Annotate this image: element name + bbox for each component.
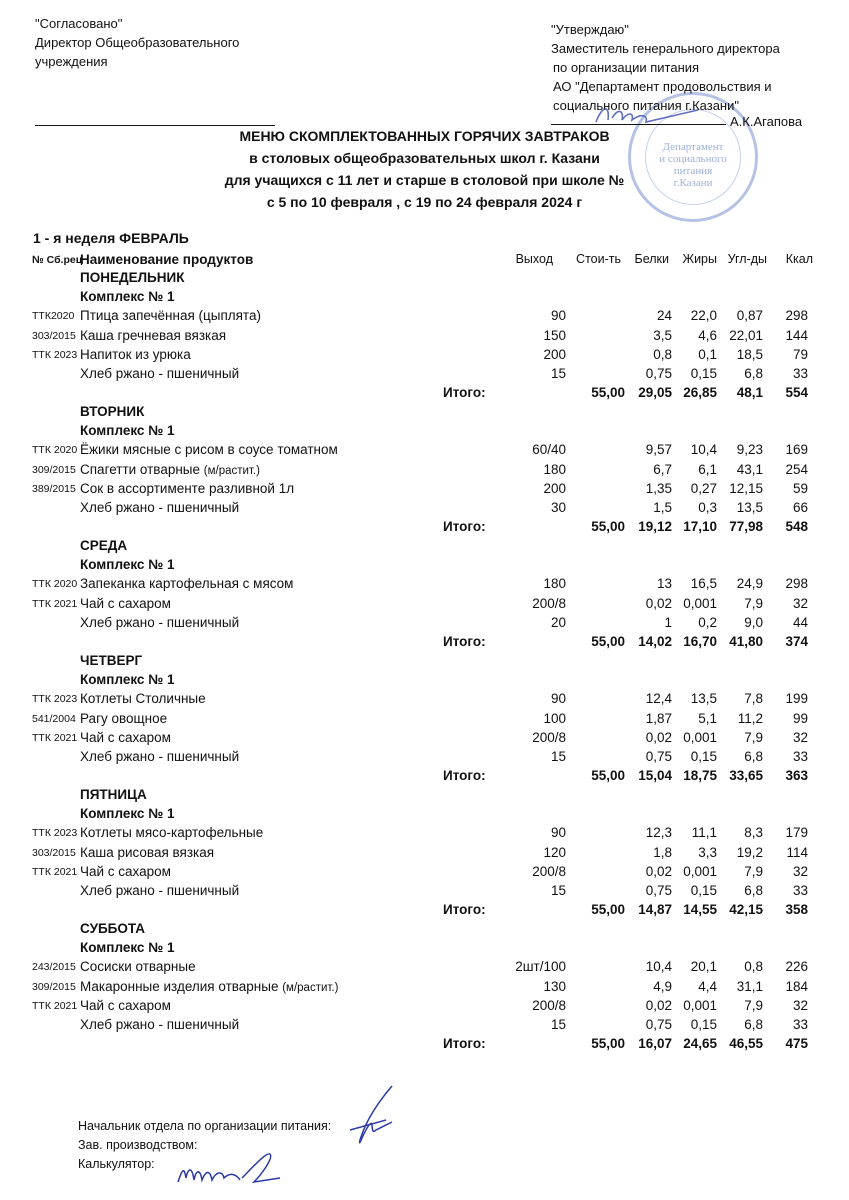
day-heading: ПОНЕДЕЛЬНИК [80, 270, 185, 285]
protein-value: 13 [656, 576, 672, 592]
kcal-value: 33 [792, 749, 808, 764]
complex-heading: Комплекс № 1 [80, 289, 175, 305]
protein-value: 0,02 [645, 863, 672, 879]
carbs-value: 9,23 [736, 442, 763, 458]
total-kcal: 548 [785, 519, 808, 535]
total-protein: 14,87 [638, 902, 672, 918]
output-value: 180 [543, 576, 566, 592]
stamp-line: и социального [659, 153, 727, 165]
carbs-value: 9,0 [744, 614, 763, 630]
menu-dates: с 5 по 10 февраля , с 19 по 24 февраля 2024 г [266, 194, 583, 210]
kcal-value: 184 [785, 978, 808, 994]
table-row [0, 864, 849, 883]
dish-note: (м/растит.) [203, 464, 260, 477]
protein-value: 12,4 [645, 691, 672, 707]
table-row [0, 500, 849, 519]
total-cost: 55,00 [591, 902, 625, 918]
fat-value: 0,15 [690, 749, 717, 764]
total-protein: 14,02 [638, 634, 672, 649]
fat-value: 3,3 [698, 844, 717, 860]
output-value: 200/8 [532, 595, 566, 611]
table-row [0, 825, 849, 844]
col-code-header: № Сб.рец [32, 254, 83, 266]
kcal-value: 66 [792, 500, 808, 515]
total-carbs: 42,15 [729, 902, 763, 918]
output-value: 15 [550, 1017, 566, 1032]
complex-heading: Комплекс № 1 [80, 806, 175, 822]
output-value: 100 [543, 710, 566, 726]
fat-value: 20,1 [690, 959, 717, 975]
recipe-code: 303/2015 [32, 846, 76, 859]
signatory-name: А.К.Агапова [730, 114, 803, 129]
total-protein: 19,12 [638, 519, 672, 535]
fat-value: 0,1 [698, 346, 717, 362]
table-row [0, 576, 849, 595]
fat-value: 0,001 [683, 997, 717, 1013]
carbs-value: 11,2 [737, 710, 763, 726]
day-heading-row [0, 653, 849, 672]
kcal-value: 226 [785, 959, 808, 975]
total-row [0, 902, 849, 921]
table-row [0, 462, 849, 481]
table-row [0, 481, 849, 500]
recipe-code: ТТК 2023 [32, 693, 78, 706]
carbs-value: 7,8 [744, 691, 763, 707]
carbs-value: 0,8 [744, 959, 763, 975]
fat-value: 0,15 [690, 366, 717, 381]
fat-value: 11,1 [691, 825, 717, 841]
output-value: 60/40 [532, 442, 566, 458]
signature-calculator [170, 1148, 290, 1188]
dish-name: Хлеб ржано - пшеничный [80, 614, 240, 630]
complex-heading: Комплекс № 1 [80, 423, 175, 439]
dish-name: Хлеб ржано - пшеничный [80, 1017, 240, 1032]
table-row [0, 308, 849, 327]
table-row [0, 442, 849, 461]
recipe-code: ТТК 2021 [32, 865, 78, 878]
carbs-value: 12,15 [729, 480, 763, 496]
organization-line2: социального питания г.Казани" [553, 98, 739, 113]
total-protein: 29,05 [638, 385, 672, 401]
carbs-value: 7,9 [744, 729, 763, 745]
carbs-value: 13,5 [736, 500, 763, 515]
recipe-code: ТТК 2023 [32, 827, 78, 840]
day-heading: ВТОРНИК [80, 404, 145, 419]
output-value: 200 [543, 480, 566, 496]
total-label: Итого: [443, 519, 486, 535]
total-carbs: 77,98 [729, 519, 763, 535]
complex-heading-row [0, 557, 849, 576]
col-protein-header: Белки [634, 252, 669, 266]
complex-heading: Комплекс № 1 [80, 557, 175, 573]
table-row [0, 998, 849, 1017]
calculator-label: Калькулятор: [78, 1157, 155, 1171]
total-kcal: 358 [785, 902, 808, 918]
kcal-value: 33 [792, 366, 808, 381]
col-cost-header: Стои-ть [576, 252, 621, 266]
week-label: 1 - я неделя ФЕВРАЛЬ [33, 230, 189, 246]
table-row [0, 711, 849, 730]
recipe-code: ТТК 2021 [32, 731, 78, 744]
output-value: 15 [550, 366, 566, 381]
dish-name: Рагу овощное [80, 710, 168, 726]
carbs-value: 31,1 [736, 978, 763, 994]
table-row [0, 1017, 849, 1036]
dish-name: Чай с сахаром [80, 595, 171, 611]
dish-name: Сосиски отварные [80, 959, 196, 975]
table-row [0, 596, 849, 615]
complex-heading-row [0, 423, 849, 442]
fat-value: 0,001 [683, 595, 717, 611]
organization-line1: АО "Департамент продовольствия и [553, 79, 772, 94]
total-carbs: 46,55 [729, 1036, 763, 1052]
recipe-code: 389/2015 [32, 482, 76, 495]
deputy-title: Заместитель генерального директора [551, 41, 780, 56]
fat-value: 16,5 [690, 576, 717, 592]
fat-value: 0,15 [690, 883, 717, 898]
dish-name: Напиток из урюка [80, 346, 191, 362]
carbs-value: 22,01 [729, 327, 763, 343]
complex-heading-row [0, 940, 849, 959]
fat-value: 22,0 [690, 308, 717, 324]
dish-name: Спагетти отварные [80, 461, 204, 477]
dish-name: Запеканка картофельная с мясом [80, 576, 294, 592]
production-manager-label: Зав. производством: [78, 1138, 198, 1152]
fat-value: 10,4 [690, 442, 717, 458]
day-heading-row [0, 787, 849, 806]
kcal-value: 44 [792, 614, 808, 630]
protein-value: 24 [656, 308, 672, 324]
total-cost: 55,00 [591, 768, 625, 784]
total-label: Итого: [443, 385, 486, 401]
table-row [0, 366, 849, 385]
total-fat: 14,55 [683, 902, 717, 918]
dish-name: Чай с сахаром [80, 863, 171, 879]
institution-label: учреждения [35, 54, 108, 69]
menu-title: МЕНЮ СКОМПЛЕКТОВАННЫХ ГОРЯЧИХ ЗАВТРАКОВ [239, 128, 610, 144]
day-heading: СРЕДА [80, 538, 128, 553]
carbs-value: 6,8 [744, 749, 763, 764]
kcal-value: 169 [785, 442, 808, 458]
protein-value: 0,75 [645, 366, 672, 381]
menu-subtitle-age: для учащихся с 11 лет и старше в столовой при школе № [224, 172, 625, 188]
recipe-code: ТТК 2021 [32, 999, 78, 1012]
dish-name: Макаронные изделия отварные [80, 978, 283, 994]
output-value: 200/8 [532, 863, 566, 879]
output-value: 130 [543, 978, 566, 994]
dish-name: Хлеб ржано - пшеничный [80, 366, 240, 381]
kcal-value: 79 [792, 346, 808, 362]
recipe-code: ТТК 2020 [32, 444, 78, 457]
output-value: 90 [550, 691, 566, 707]
kcal-value: 32 [792, 863, 808, 879]
recipe-code: ТТК2020 [32, 310, 75, 323]
dish-name: Хлеб ржано - пшеничный [80, 883, 240, 898]
carbs-value: 19,2 [736, 844, 763, 860]
total-kcal: 374 [785, 634, 808, 649]
signature-agapova [588, 100, 708, 130]
day-heading: ПЯТНИЦА [80, 787, 147, 802]
day-heading-row [0, 270, 849, 289]
dish-name: Чай с сахаром [80, 729, 171, 745]
fat-value: 0,27 [690, 480, 717, 496]
kcal-value: 179 [785, 825, 808, 841]
dish-name: Каша гречневая вязкая [80, 327, 227, 343]
output-value: 180 [543, 461, 566, 477]
col-name-header: Наименование продуктов [80, 252, 254, 267]
carbs-value: 0,87 [736, 308, 763, 324]
table-row [0, 730, 849, 749]
recipe-code: ТТК 2023 [32, 348, 78, 361]
protein-value: 12,3 [645, 825, 672, 841]
total-label: Итого: [443, 634, 486, 649]
carbs-value: 6,8 [744, 1017, 763, 1032]
kcal-value: 199 [785, 691, 808, 707]
complex-heading-row [0, 672, 849, 691]
total-row [0, 519, 849, 538]
protein-value: 1,5 [653, 500, 672, 515]
total-label: Итого: [443, 768, 486, 784]
table-row [0, 328, 849, 347]
total-carbs: 33,65 [729, 768, 763, 784]
table-row [0, 347, 849, 366]
carbs-value: 7,9 [744, 595, 763, 611]
table-row [0, 615, 849, 634]
total-cost: 55,00 [591, 519, 625, 535]
total-carbs: 48,1 [736, 385, 763, 401]
kcal-value: 33 [792, 883, 808, 898]
stamp-line: Департамент [662, 141, 724, 153]
fat-value: 5,1 [698, 710, 717, 726]
table-row [0, 845, 849, 864]
day-heading-row [0, 404, 849, 423]
output-value: 90 [550, 825, 566, 841]
kcal-value: 254 [785, 461, 808, 477]
protein-value: 1,8 [653, 844, 672, 860]
kcal-value: 32 [792, 997, 808, 1013]
col-carbs-header: Угл-ды [727, 252, 767, 266]
complex-heading: Комплекс № 1 [80, 672, 175, 688]
recipe-code: 303/2015 [32, 329, 76, 342]
protein-value: 4,9 [653, 978, 672, 994]
protein-value: 0,75 [645, 1017, 672, 1032]
carbs-value: 43,1 [736, 461, 763, 477]
approved-label: "Утверждаю" [551, 22, 629, 37]
recipe-code: 309/2015 [32, 980, 76, 993]
dish-name: Сок в ассортименте разливной 1л [80, 480, 295, 496]
carbs-value: 7,9 [744, 863, 763, 879]
col-fat-header: Жиры [682, 252, 717, 266]
total-row [0, 768, 849, 787]
fat-value: 0,001 [683, 863, 717, 879]
recipe-code: ТТК 2021 [32, 597, 78, 610]
fat-value: 0,15 [690, 1017, 717, 1032]
output-value: 200/8 [532, 729, 566, 745]
output-value: 90 [550, 308, 566, 324]
fat-value: 0,001 [683, 729, 717, 745]
protein-value: 1,35 [645, 480, 672, 496]
fat-value: 6,1 [698, 461, 717, 477]
dish-name-cell [80, 979, 338, 994]
protein-value: 6,7 [653, 461, 672, 477]
day-heading: ЧЕТВЕРГ [80, 653, 143, 668]
total-fat: 26,85 [683, 385, 717, 401]
total-carbs: 41,80 [729, 634, 763, 649]
total-cost: 55,00 [591, 634, 625, 649]
kcal-value: 59 [792, 480, 808, 496]
total-kcal: 554 [785, 385, 808, 401]
table-row [0, 691, 849, 710]
protein-value: 9,57 [645, 442, 672, 458]
recipe-code: ТТК 2020 [32, 578, 78, 591]
col-kcal-header: Ккал [785, 252, 813, 266]
head-of-dept-label: Начальник отдела по организации питания: [78, 1119, 332, 1133]
total-row [0, 385, 849, 404]
fat-value: 13,5 [690, 691, 717, 707]
complex-heading-row [0, 289, 849, 308]
dish-name: Каша рисовая вязкая [80, 844, 215, 860]
protein-value: 0,02 [645, 595, 672, 611]
recipe-code: 541/2004 [32, 712, 76, 725]
dish-name-cell [80, 462, 260, 477]
total-protein: 15,04 [638, 768, 672, 784]
table-header [0, 252, 849, 271]
carbs-value: 24,9 [736, 576, 763, 592]
director-title: Директор Общеобразовательного [35, 35, 240, 50]
total-cost: 55,00 [591, 385, 625, 401]
protein-value: 0,75 [645, 883, 672, 898]
carbs-value: 8,3 [744, 825, 763, 841]
output-value: 20 [550, 614, 566, 630]
day-heading: СУББОТА [80, 921, 146, 936]
kcal-value: 99 [792, 710, 808, 726]
kcal-value: 298 [785, 308, 808, 324]
total-protein: 16,07 [638, 1036, 672, 1052]
protein-value: 3,5 [653, 327, 672, 343]
dish-name: Котлеты Столичные [80, 691, 206, 707]
signature-head [330, 1080, 410, 1160]
dish-name: Хлеб ржано - пшеничный [80, 500, 240, 515]
fat-value: 4,4 [698, 978, 717, 994]
total-label: Итого: [443, 902, 486, 918]
total-fat: 17,10 [683, 519, 717, 535]
output-value: 200/8 [532, 997, 566, 1013]
kcal-value: 32 [792, 595, 808, 611]
carbs-value: 18,5 [736, 346, 763, 362]
approval-block-left [35, 14, 239, 71]
output-value: 150 [543, 327, 566, 343]
fat-value: 0,3 [698, 500, 717, 515]
dish-name: Хлеб ржано - пшеничный [80, 749, 240, 764]
kcal-value: 144 [785, 327, 808, 343]
signature-line-left [35, 125, 275, 126]
stamp-line: питания [673, 165, 713, 177]
day-heading-row [0, 921, 849, 940]
output-value: 15 [550, 883, 566, 898]
dish-note: (м/растит.) [282, 981, 339, 994]
carbs-value: 6,8 [744, 883, 763, 898]
total-row [0, 634, 849, 653]
menu-subtitle-schools: в столовых общеобразовательных школ г. Казани [249, 150, 600, 166]
protein-value: 0,02 [645, 729, 672, 745]
table-row [0, 883, 849, 902]
deputy-dept: по организации питания [553, 60, 700, 75]
col-output-header: Выход [515, 252, 553, 266]
output-value: 15 [550, 749, 566, 764]
fat-value: 0,2 [698, 614, 717, 630]
kcal-value: 32 [792, 729, 808, 745]
complex-heading-row [0, 806, 849, 825]
output-value: 200 [543, 346, 566, 362]
table-row [0, 749, 849, 768]
protein-value: 1 [664, 614, 672, 630]
total-fat: 16,70 [683, 634, 717, 649]
protein-value: 1,87 [645, 710, 672, 726]
recipe-code: 309/2015 [32, 463, 76, 476]
carbs-value: 7,9 [744, 997, 763, 1013]
kcal-value: 114 [786, 844, 808, 860]
dish-name: Ёжики мясные с рисом в соусе томатном [80, 442, 338, 458]
total-row [0, 1036, 849, 1055]
carbs-value: 6,8 [744, 366, 763, 381]
total-fat: 18,75 [683, 768, 717, 784]
dish-name: Чай с сахаром [80, 997, 171, 1013]
table-row [0, 959, 849, 978]
dish-name: Котлеты мясо-картофельные [80, 825, 264, 841]
kcal-value: 298 [785, 576, 808, 592]
recipe-code: 243/2015 [32, 961, 76, 974]
complex-heading: Комплекс № 1 [80, 940, 175, 956]
total-kcal: 475 [785, 1036, 808, 1052]
agreed-label: "Согласовано" [35, 16, 123, 31]
dish-name: Птица запечённая (цыплята) [80, 308, 261, 324]
day-heading-row [0, 538, 849, 557]
kcal-value: 33 [792, 1017, 808, 1032]
output-value: 30 [550, 500, 566, 515]
total-cost: 55,00 [591, 1036, 625, 1052]
output-value: 2шт/100 [515, 959, 566, 975]
output-value: 120 [543, 844, 566, 860]
fat-value: 4,6 [698, 327, 717, 343]
protein-value: 0,02 [645, 997, 672, 1013]
stamp-line: г.Казани [673, 177, 713, 189]
total-fat: 24,65 [683, 1036, 717, 1052]
total-kcal: 363 [785, 768, 808, 784]
table-row [0, 979, 849, 998]
protein-value: 10,4 [645, 959, 672, 975]
total-label: Итого: [443, 1036, 486, 1052]
protein-value: 0,75 [645, 749, 672, 764]
protein-value: 0,8 [653, 346, 672, 362]
